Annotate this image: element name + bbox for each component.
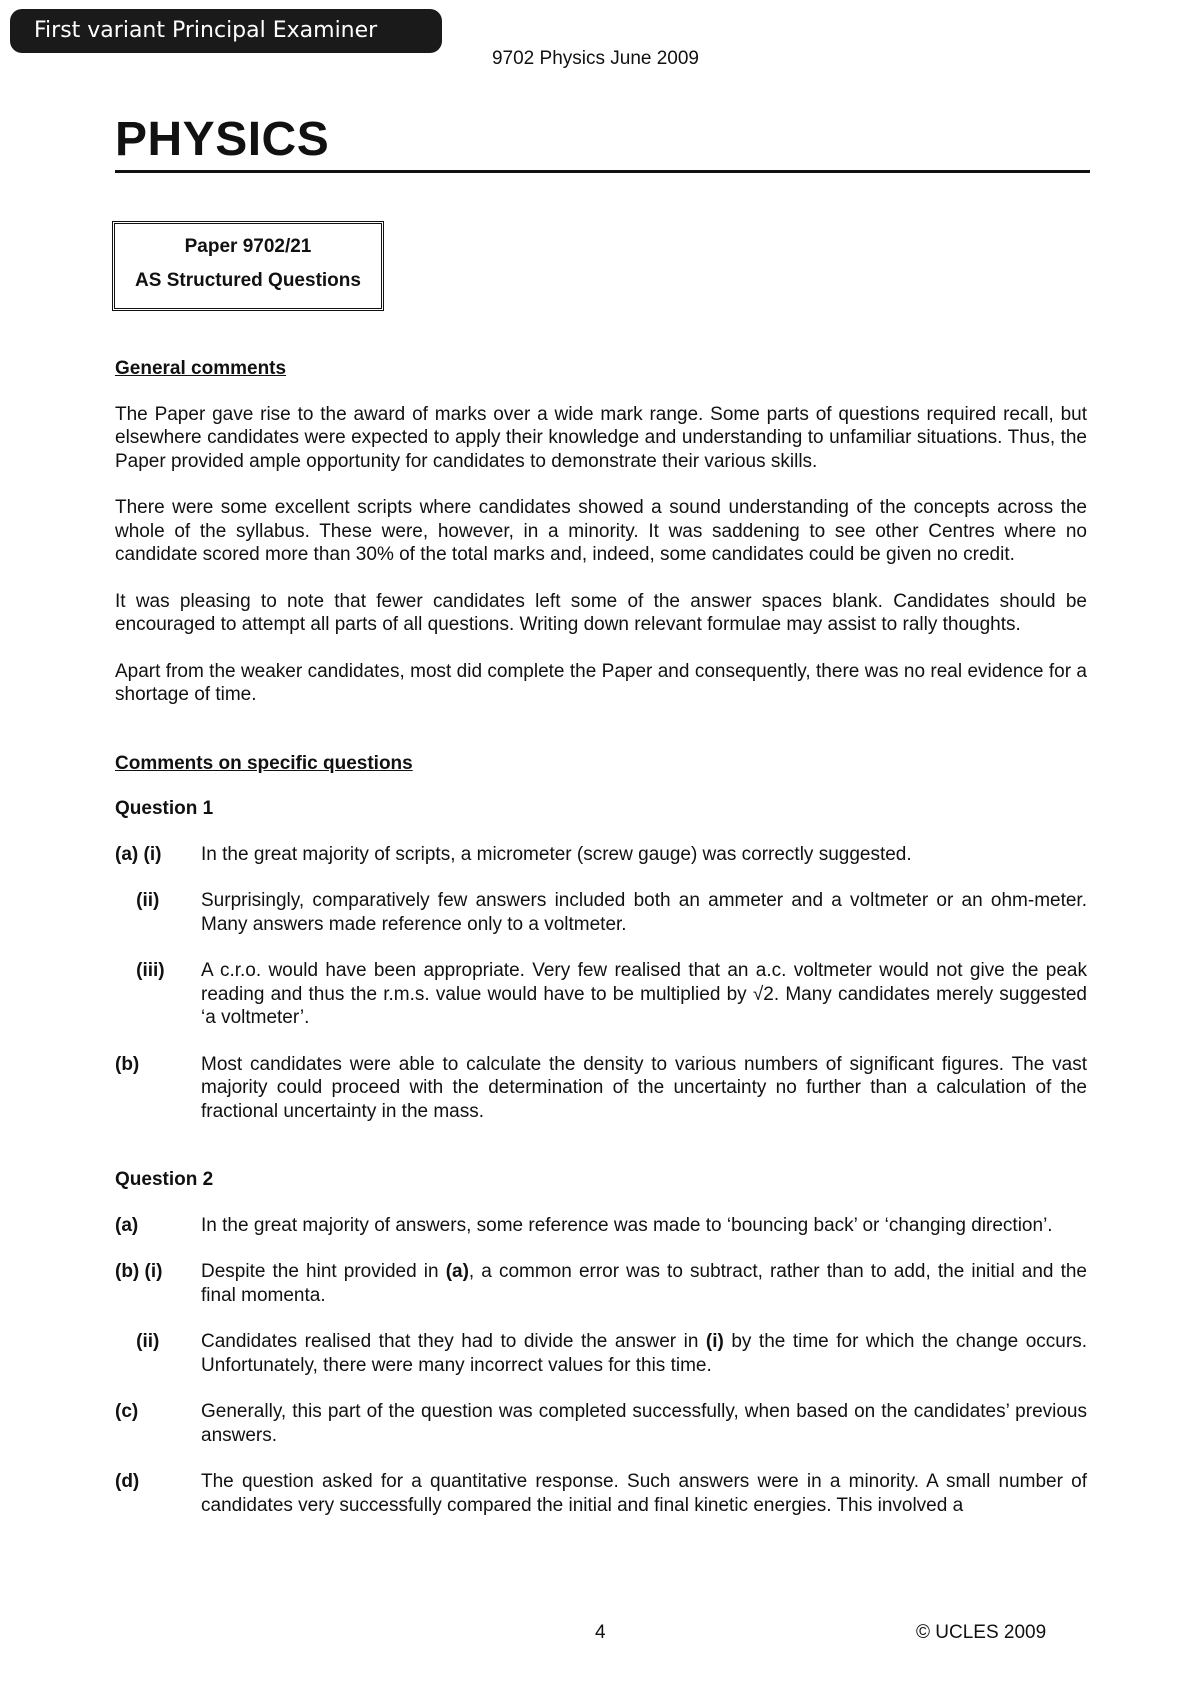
- specific-comments-heading: Comments on specific questions: [115, 752, 413, 774]
- item-label: (ii): [115, 1331, 160, 1352]
- paper-type: AS Structured Questions: [135, 270, 361, 291]
- general-paragraph: There were some excellent scripts where candidates showed a sound understanding of the concepts across the whole of the syllabus. These were, however, in a minority. It was saddening to see other Centres where no candidate scored more than 30% of the total marks and, indeed, some candidates could be given no credit.: [115, 497, 1087, 565]
- question-item: [115, 1330, 1087, 1377]
- question-item: [115, 1053, 1087, 1124]
- item-label: (iii): [115, 960, 165, 981]
- paper-info-box: [112, 221, 384, 311]
- item-label: (ii): [115, 890, 160, 911]
- copyright-notice: © UCLES 2009: [916, 1622, 1047, 1643]
- item-label: (a): [115, 1214, 139, 1236]
- page-number: 4: [595, 1622, 606, 1643]
- item-text: Surprisingly, comparatively few answers included both an ammeter and a voltmeter or an ohm-meter. Many answers made reference only to a voltmeter.: [201, 890, 1087, 935]
- question-item: [115, 1214, 1087, 1238]
- question-1-heading: Question 1: [115, 798, 214, 819]
- item-label: (b) (i): [115, 1261, 163, 1282]
- question-item: [115, 959, 1087, 1030]
- item-label: (d): [115, 1471, 140, 1492]
- item-text: Despite the hint provided in (a), a common error was to subtract, rather than to add, the initial and the final momenta.: [201, 1261, 1087, 1306]
- question-item: [115, 1260, 1087, 1307]
- question-item: [115, 1470, 1087, 1517]
- inline-reference: (i): [705, 1331, 724, 1352]
- title-divider: [115, 170, 1090, 173]
- question-item: [115, 843, 1087, 867]
- question-2-heading: Question 2: [115, 1169, 214, 1190]
- item-text: In the great majority of answers, some reference was made to ‘bouncing back’ or ‘changing direction’.: [201, 1214, 1053, 1236]
- general-paragraph: The Paper gave rise to the award of marks over a wide mark range. Some parts of questions required recall, but elsewhere candidates were expected to apply their knowledge and understanding to unfamiliar situations. Thus, the Paper provided ample opportunity for candidates to demonstrate their various skills.: [115, 403, 1087, 472]
- inline-reference: (a): [445, 1261, 469, 1282]
- general-paragraph: It was pleasing to note that fewer candidates left some of the answer spaces blank. Candidates should be encouraged to attempt all parts of all questions. Writing down relevant formulae may assist to rally thoughts.: [115, 590, 1087, 635]
- report-body: [115, 357, 1087, 1540]
- page-title: PHYSICS: [115, 113, 330, 166]
- item-label: (c): [115, 1401, 139, 1422]
- item-text: In the great majority of scripts, a micrometer (screw gauge) was correctly suggested.: [201, 843, 912, 865]
- general-paragraph: Apart from the weaker candidates, most did complete the Paper and consequently, there was no real evidence for a shortage of time.: [115, 660, 1087, 705]
- item-text: Generally, this part of the question was completed successfully, when based on the candidates’ previous answers.: [201, 1401, 1087, 1446]
- question-item: [115, 889, 1087, 936]
- item-text: A c.r.o. would have been appropriate. Very few realised that an a.c. voltmeter would not give the peak reading and thus the r.m.s. value would have to be multiplied by √2. Many candidates merely suggested ‘a voltmeter’.: [201, 960, 1087, 1028]
- item-text: The question asked for a quantitative response. Such answers were in a minority. A small number of candidates very successfully compared the initial and final kinetic energies. This involved a: [201, 1471, 1087, 1516]
- item-label: (a) (i): [115, 843, 162, 865]
- report-banner: First variant Principal Examiner Report: [10, 9, 442, 53]
- subject-line: 9702 Physics June 2009: [491, 48, 700, 69]
- general-comments-heading: General comments: [115, 358, 287, 379]
- item-text: Most candidates were able to calculate the density to various numbers of significant figures. The vast majority could proceed with the determination of the uncertainty no further than a calculation of the fractional uncertainty in the mass.: [201, 1053, 1087, 1122]
- question-item: [115, 1400, 1087, 1447]
- paper-number: Paper 9702/21: [184, 236, 312, 257]
- item-text: Candidates realised that they had to divide the answer in (i) by the time for which the change occurs. Unfortunately, there were many incorrect values for this time.: [201, 1331, 1087, 1376]
- item-label: (b): [115, 1053, 140, 1075]
